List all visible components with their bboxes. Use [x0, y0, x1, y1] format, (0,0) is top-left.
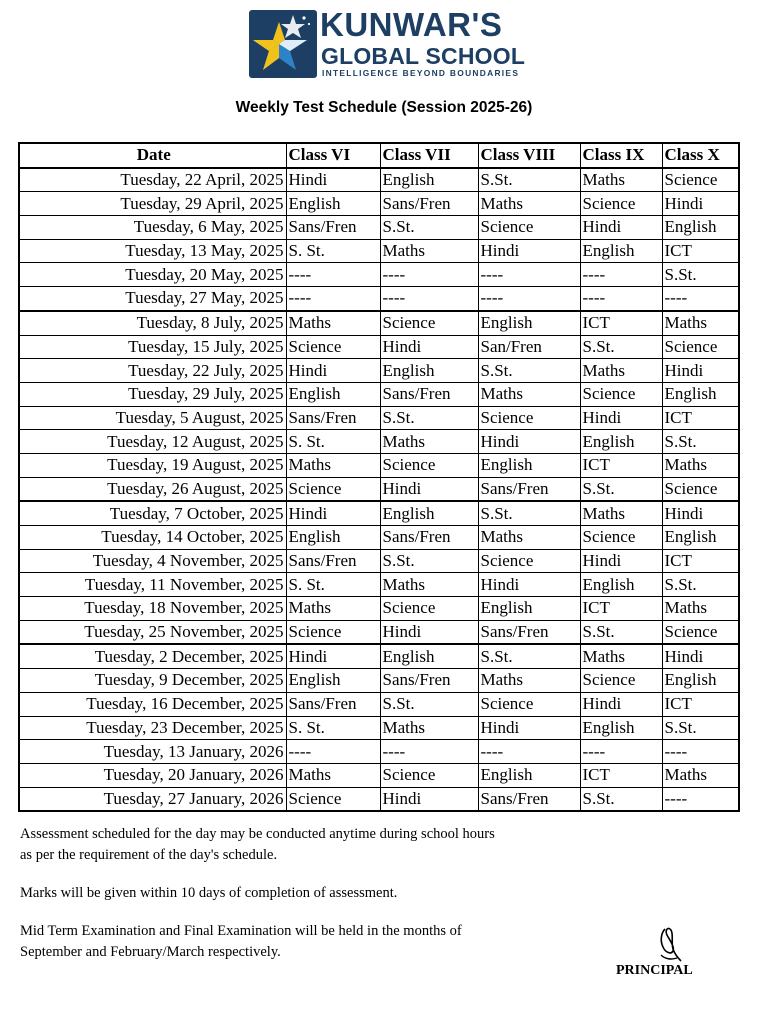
subject-cell: English [580, 716, 662, 740]
note-line: Marks will be given within 10 days of completion of assessment. [20, 885, 398, 901]
subject-cell: Science [478, 549, 580, 573]
date-cell: Tuesday, 14 October, 2025 [19, 526, 286, 550]
subject-cell: S.St. [580, 620, 662, 644]
table-row [19, 192, 739, 216]
date-cell: Tuesday, 12 August, 2025 [19, 430, 286, 454]
subject-cell: Science [662, 168, 739, 192]
table-row [19, 382, 739, 406]
subject-cell: Hindi [662, 644, 739, 668]
date-cell: Tuesday, 22 July, 2025 [19, 359, 286, 383]
subject-cell: Maths [380, 716, 478, 740]
school-logo [249, 6, 526, 80]
subject-cell: Science [286, 787, 380, 811]
subject-cell: English [286, 192, 380, 216]
date-cell: Tuesday, 23 December, 2025 [19, 716, 286, 740]
subject-cell: Hindi [380, 477, 478, 501]
date-cell: Tuesday, 27 May, 2025 [19, 287, 286, 311]
subject-cell: ---- [286, 740, 380, 764]
subject-cell: English [380, 501, 478, 525]
subject-cell: Science [380, 311, 478, 335]
subject-cell: Maths [380, 430, 478, 454]
subject-cell: Hindi [380, 335, 478, 359]
subject-cell: Maths [580, 501, 662, 525]
subject-cell: Hindi [478, 430, 580, 454]
subject-cell: S. St. [286, 716, 380, 740]
subject-cell: Hindi [380, 787, 478, 811]
subject-cell: Maths [286, 763, 380, 787]
subject-cell: English [286, 526, 380, 550]
subject-cell: ---- [380, 740, 478, 764]
table-row [19, 335, 739, 359]
table-row [19, 263, 739, 287]
page-title: Weekly Test Schedule (Session 2025-26) [235, 99, 533, 116]
subject-cell: Hindi [380, 620, 478, 644]
subject-cell: Science [580, 526, 662, 550]
logo-name-line1: KUNWAR'S [320, 6, 503, 43]
subject-cell: S. St. [286, 239, 380, 263]
subject-cell: English [380, 168, 478, 192]
table-row [19, 501, 739, 525]
note-line: September and February/March respectively. [20, 944, 281, 960]
subject-cell: ICT [662, 406, 739, 430]
subject-cell: Sans/Fren [380, 669, 478, 693]
logo-tagline: INTELLIGENCE BEYOND BOUNDARIES [322, 68, 520, 78]
subject-cell: ---- [478, 287, 580, 311]
subject-cell: S.St. [580, 787, 662, 811]
subject-cell: S.St. [662, 716, 739, 740]
subject-cell: Science [478, 692, 580, 716]
subject-cell: ---- [478, 263, 580, 287]
subject-cell: ICT [662, 549, 739, 573]
subject-cell: Maths [286, 597, 380, 621]
subject-cell: Hindi [478, 716, 580, 740]
date-cell: Tuesday, 19 August, 2025 [19, 453, 286, 477]
note-paragraph [20, 921, 600, 963]
subject-cell: Sans/Fren [380, 192, 478, 216]
table-row [19, 239, 739, 263]
subject-cell: Hindi [580, 216, 662, 240]
subject-cell: S.St. [662, 573, 739, 597]
subject-cell: English [662, 216, 739, 240]
subject-cell: Hindi [478, 239, 580, 263]
subject-cell: Hindi [286, 644, 380, 668]
subject-cell: Sans/Fren [380, 382, 478, 406]
subject-cell: English [478, 453, 580, 477]
subject-cell: ICT [662, 239, 739, 263]
table-row [19, 692, 739, 716]
subject-cell: Hindi [662, 359, 739, 383]
subject-cell: Sans/Fren [286, 406, 380, 430]
date-cell: Tuesday, 11 November, 2025 [19, 573, 286, 597]
date-cell: Tuesday, 20 May, 2025 [19, 263, 286, 287]
subject-cell: ICT [580, 311, 662, 335]
subject-cell: S.St. [380, 549, 478, 573]
subject-cell: Maths [478, 669, 580, 693]
table-row [19, 549, 739, 573]
subject-cell: Hindi [580, 549, 662, 573]
subject-cell: Science [286, 477, 380, 501]
subject-cell: Maths [662, 311, 739, 335]
note-line: Mid Term Examination and Final Examination will be held in the months of [20, 923, 462, 939]
note-paragraph [20, 883, 600, 904]
subject-cell: ---- [662, 740, 739, 764]
subject-cell: ICT [662, 692, 739, 716]
subject-cell: English [662, 382, 739, 406]
subject-cell: Science [380, 453, 478, 477]
schedule-table [18, 142, 740, 812]
subject-cell: S.St. [380, 216, 478, 240]
date-cell: Tuesday, 6 May, 2025 [19, 216, 286, 240]
subject-cell: San/Fren [478, 335, 580, 359]
date-cell: Tuesday, 16 December, 2025 [19, 692, 286, 716]
subject-cell: Maths [662, 597, 739, 621]
table-row [19, 669, 739, 693]
date-cell: Tuesday, 27 January, 2026 [19, 787, 286, 811]
subject-cell: English [478, 311, 580, 335]
subject-cell: Sans/Fren [478, 477, 580, 501]
subject-cell: Science [662, 335, 739, 359]
table-row [19, 763, 739, 787]
subject-cell: English [478, 763, 580, 787]
subject-cell: ICT [580, 763, 662, 787]
subject-cell: Science [478, 216, 580, 240]
subject-cell: Maths [580, 644, 662, 668]
table-row [19, 287, 739, 311]
principal-signature-icon [651, 925, 685, 965]
subject-cell: Maths [286, 311, 380, 335]
subject-cell: Hindi [580, 406, 662, 430]
table-row [19, 477, 739, 501]
subject-cell: ---- [580, 740, 662, 764]
table-header-row [19, 143, 739, 168]
date-cell: Tuesday, 7 October, 2025 [19, 501, 286, 525]
date-cell: Tuesday, 9 December, 2025 [19, 669, 286, 693]
subject-cell: S.St. [580, 335, 662, 359]
subject-cell: Sans/Fren [286, 692, 380, 716]
subject-cell: Sans/Fren [380, 526, 478, 550]
column-header: Class VII [380, 143, 478, 168]
note-line: Assessment scheduled for the day may be conducted anytime during school hours [20, 826, 495, 842]
subject-cell: ---- [380, 287, 478, 311]
subject-cell: S.St. [662, 430, 739, 454]
subject-cell: English [478, 597, 580, 621]
table-row [19, 406, 739, 430]
date-cell: Tuesday, 4 November, 2025 [19, 549, 286, 573]
subject-cell: Maths [662, 453, 739, 477]
subject-cell: English [580, 573, 662, 597]
subject-cell: Maths [580, 359, 662, 383]
subject-cell: Maths [380, 573, 478, 597]
table-row [19, 740, 739, 764]
subject-cell: Science [580, 382, 662, 406]
date-cell: Tuesday, 20 January, 2026 [19, 763, 286, 787]
subject-cell: Maths [662, 763, 739, 787]
subject-cell: English [580, 430, 662, 454]
principal-label: PRINCIPAL [616, 963, 693, 978]
star-emblem-icon [249, 10, 317, 78]
subject-cell: S.St. [662, 263, 739, 287]
subject-cell: ---- [380, 263, 478, 287]
subject-cell: English [380, 359, 478, 383]
subject-cell: Maths [478, 382, 580, 406]
table-row [19, 453, 739, 477]
subject-cell: Sans/Fren [478, 787, 580, 811]
subject-cell: English [286, 669, 380, 693]
note-paragraph [20, 824, 600, 866]
table-row [19, 526, 739, 550]
subject-cell: English [662, 526, 739, 550]
subject-cell: S.St. [478, 168, 580, 192]
subject-cell: Maths [286, 453, 380, 477]
table-row [19, 620, 739, 644]
subject-cell: Sans/Fren [478, 620, 580, 644]
date-cell: Tuesday, 25 November, 2025 [19, 620, 286, 644]
logo-name-line2: GLOBAL SCHOOL [321, 43, 526, 69]
subject-cell: Hindi [286, 501, 380, 525]
subject-cell: S.St. [478, 644, 580, 668]
subject-cell: English [662, 669, 739, 693]
subject-cell: Hindi [286, 168, 380, 192]
date-cell: Tuesday, 13 May, 2025 [19, 239, 286, 263]
date-cell: Tuesday, 22 April, 2025 [19, 168, 286, 192]
date-cell: Tuesday, 2 December, 2025 [19, 644, 286, 668]
subject-cell: S.St. [580, 477, 662, 501]
table-row [19, 597, 739, 621]
subject-cell: Hindi [662, 192, 739, 216]
column-header: Class IX [580, 143, 662, 168]
subject-cell: ---- [286, 287, 380, 311]
date-cell: Tuesday, 29 July, 2025 [19, 382, 286, 406]
date-cell: Tuesday, 26 August, 2025 [19, 477, 286, 501]
table-body [19, 168, 739, 812]
subject-cell: English [380, 644, 478, 668]
subject-cell: ---- [662, 287, 739, 311]
table-row [19, 787, 739, 811]
subject-cell: S.St. [380, 406, 478, 430]
subject-cell: Hindi [580, 692, 662, 716]
subject-cell: Sans/Fren [286, 216, 380, 240]
column-header: Class VI [286, 143, 380, 168]
subject-cell: ---- [662, 787, 739, 811]
subject-cell: Science [580, 669, 662, 693]
table-row [19, 644, 739, 668]
date-cell: Tuesday, 15 July, 2025 [19, 335, 286, 359]
date-cell: Tuesday, 13 January, 2026 [19, 740, 286, 764]
subject-cell: English [286, 382, 380, 406]
subject-cell: Science [380, 597, 478, 621]
subject-cell: Science [662, 620, 739, 644]
table-row [19, 430, 739, 454]
date-cell: Tuesday, 18 November, 2025 [19, 597, 286, 621]
column-header: Date [19, 143, 286, 168]
table-row [19, 168, 739, 192]
subject-cell: ICT [580, 453, 662, 477]
subject-cell: S. St. [286, 573, 380, 597]
subject-cell: Maths [478, 192, 580, 216]
subject-cell: Science [286, 335, 380, 359]
table-row [19, 359, 739, 383]
date-cell: Tuesday, 29 April, 2025 [19, 192, 286, 216]
date-cell: Tuesday, 8 July, 2025 [19, 311, 286, 335]
table-row [19, 311, 739, 335]
subject-cell: English [580, 239, 662, 263]
subject-cell: Hindi [662, 501, 739, 525]
subject-cell: Science [478, 406, 580, 430]
column-header: Class X [662, 143, 739, 168]
subject-cell: Hindi [286, 359, 380, 383]
subject-cell: S.St. [478, 359, 580, 383]
subject-cell: S.St. [478, 501, 580, 525]
table-row [19, 573, 739, 597]
subject-cell: ---- [580, 263, 662, 287]
subject-cell: Maths [580, 168, 662, 192]
subject-cell: ICT [580, 597, 662, 621]
subject-cell: Science [662, 477, 739, 501]
subject-cell: Maths [380, 239, 478, 263]
date-cell: Tuesday, 5 August, 2025 [19, 406, 286, 430]
subject-cell: ---- [478, 740, 580, 764]
table-row [19, 216, 739, 240]
subject-cell: Science [286, 620, 380, 644]
subject-cell: Hindi [478, 573, 580, 597]
subject-cell: Sans/Fren [286, 549, 380, 573]
subject-cell: Maths [478, 526, 580, 550]
subject-cell: Science [380, 763, 478, 787]
notes-section [20, 824, 600, 980]
subject-cell: ---- [580, 287, 662, 311]
subject-cell: S.St. [380, 692, 478, 716]
table-row [19, 716, 739, 740]
column-header: Class VIII [478, 143, 580, 168]
subject-cell: S. St. [286, 430, 380, 454]
subject-cell: Science [580, 192, 662, 216]
subject-cell: ---- [286, 263, 380, 287]
note-line: as per the requirement of the day's schedule. [20, 847, 278, 863]
